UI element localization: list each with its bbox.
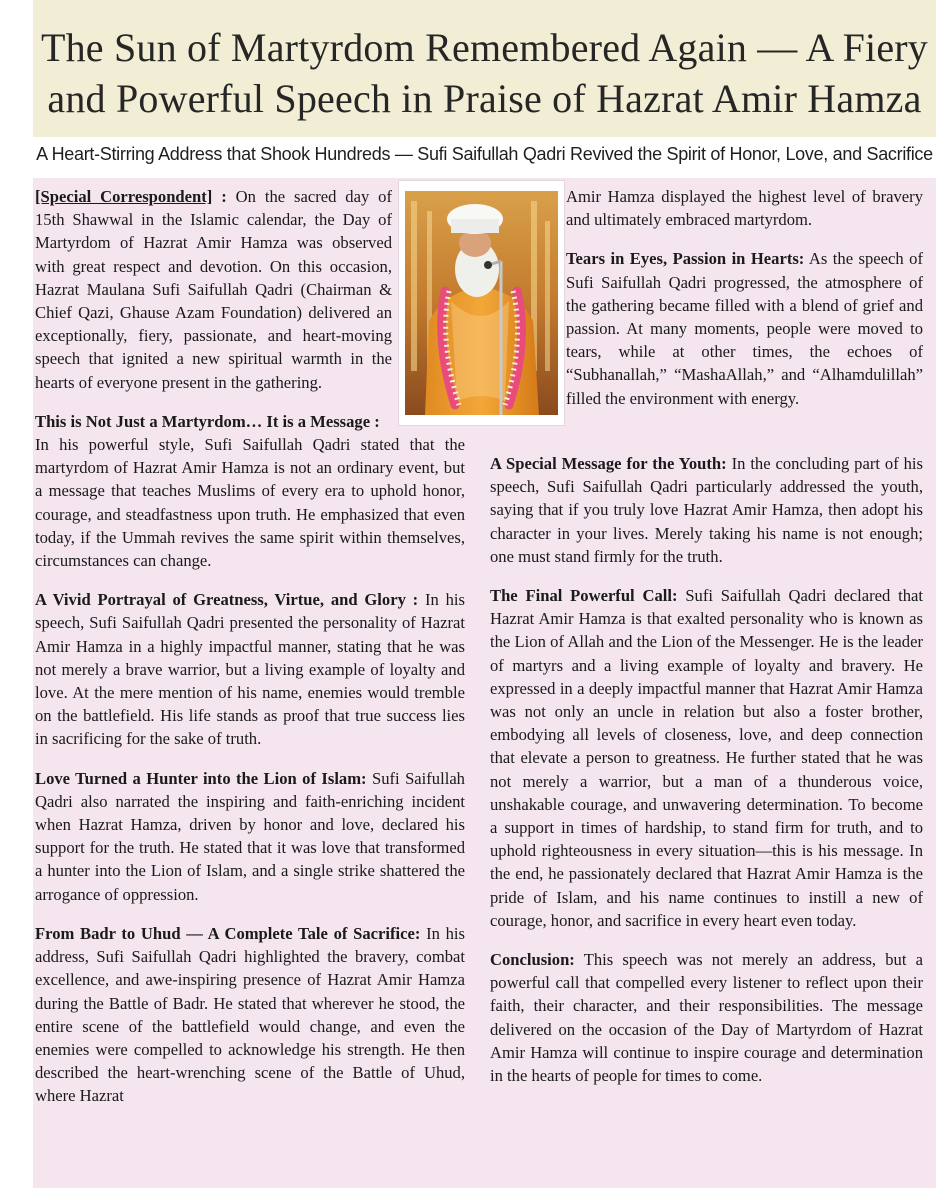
portrayal-heading: A Vivid Portrayal of Greatness, Virtue, and Glory : (35, 590, 419, 610)
speaker-photo-icon (405, 191, 558, 415)
intro-separator: : (212, 187, 236, 206)
final-call-text: Sufi Saifullah Qadri declared that Hazrat Amir Hamza is that exalted personality who is known as the Lion of Allah and the Lion of the Messenger. He is the leader of martyrs and a living example of loyalty and bravery. He expressed in a deeply impactful manner that Hazrat Amir Hamza was not only an uncle in relation but also a foster brother, embodying all levels of closeness, love, and deep connection that elevate a person to greatness. He further stated that he was not merely a warrior, but a man of a thunderous voice, unshakable courage, and unwavering determination. To become a support in times of hardship, to stand firm for truth, and to uphold righteousness in every situation—this is his message. In the end, he passionately declared that Hazrat Amir Hamza is the pride of Islam, and his name continues to instill a new of courage, honor, and sacrifice in every heart even today. (490, 586, 923, 930)
badr-heading: From Badr to Uhud — A Complete Tale of Sacrifice: (35, 923, 421, 943)
article-page (33, 0, 936, 1200)
message-heading: This is Not Just a Martyrdom… It is a Message : (35, 411, 380, 431)
portrayal-paragraph (35, 588, 465, 750)
final-call-paragraph (490, 584, 923, 932)
badr-paragraph (35, 922, 465, 1108)
conclusion-text: This speech was not merely an address, but a powerful call that compelled every listener to reflect upon their faith, their character, and their responsibilities. The message delivered on the occasion of the Day of Martyrdom of Hazrat Amir Hamza will continue to inspire courage and determination in the hearts of people for times to come. (490, 950, 923, 1086)
article-title (33, 22, 936, 124)
final-call-heading: The Final Powerful Call: (490, 586, 678, 606)
intro-paragraph (35, 185, 392, 394)
title-line-1: The Sun of Martyrdom Remembered Again — A Fiery (40, 25, 929, 70)
hunter-paragraph (35, 767, 465, 906)
youth-text: In the concluding part of his speech, Sufi Saifullah Qadri particularly addressed the youth, saying that if you truly love Hazrat Amir Hamza, then adopt his character in your lives. Merely taking his name is not enough; one must stand firmly for the truth. (490, 454, 924, 566)
badr-text: In his address, Sufi Saifullah Qadri highlighted the bravery, combat excellence, and awe-inspiring presence of Hazrat Amir Hamza during the Battle of Badr. He stated that wherever he stood, the entire scene of the battlefield would change, and even the enemies were compelled to acknowledge his strength. He then described the heart-wrenching scene of the Battle of Uhud, where Hazrat (35, 923, 465, 1106)
badr-continuation: Amir Hamza displayed the highest level of bravery and ultimately embraced martyrdom. (566, 187, 923, 230)
right-column-top (566, 185, 923, 426)
message-paragraph (35, 410, 465, 572)
tears-heading: Tears in Eyes, Passion in Hearts: (566, 249, 805, 269)
portrayal-text: In his speech, Sufi Saifullah Qadri presented the personality of Hazrat Amir Hamza in a highly impactful manner, stating that he was not merely a brave warrior, but a living example of loyalty and love. At the mere mention of his name, enemies would tremble on the battlefield. His life stands as proof that true success lies in sacrificing for the sake of truth. (35, 590, 466, 749)
youth-heading: A Special Message for the Youth: (490, 454, 727, 473)
tears-paragraph (566, 247, 923, 409)
article-subtitle: A Heart-Stirring Address that Shook Hundreds — Sufi Saifullah Qadri Revived the Spirit of Honor, Love, and Sacrifice (36, 144, 933, 164)
right-column (490, 452, 923, 1103)
hunter-heading: Love Turned a Hunter into the Lion of Islam: (35, 768, 367, 788)
conclusion-heading: Conclusion: (490, 950, 575, 970)
conclusion-paragraph (490, 948, 923, 1087)
tears-text: As the speech of Sufi Saifullah Qadri progressed, the atmosphere of the gathering became filled with a blend of grief and passion. At many moments, people were moved to tears, while at other times, the echoes of “Subhanallah,” “MashaAllah,” and “Alhamdulillah” filled the environment with energy. (566, 249, 923, 408)
speaker-photo (398, 180, 565, 426)
youth-paragraph (490, 452, 923, 568)
title-line-2: and Powerful Speech in Praise of Hazrat Amir Hamza (47, 76, 922, 121)
message-text: In his powerful style, Sufi Saifullah Qadri stated that the martyrdom of Hazrat Amir Hamza is not an ordinary event, but a message that teaches Muslims of every era to uphold honor, courage, and steadfastness upon truth. He emphasized that even today, if the Ummah revives the same spirit within themselves, circumstances can change. (35, 435, 465, 571)
intro-text: On the sacred day of 15th Shawwal in the Islamic calendar, the Day of Martyrdom of Hazrat Amir Hamza was observed with great respect and devotion. On this occasion, Hazrat Maulana Sufi Saifullah Qadri (Chairman & Chief Qazi, Ghause Azam Foundation) delivered an exceptionally, fiery, passionate, and heart-moving speech that ignited a new spiritual warmth in the hearts of everyone present in the gathering. (35, 187, 392, 392)
hunter-text: Sufi Saifullah Qadri also narrated the inspiring and faith-enriching incident when Hazrat Hamza, driven by honor and love, declared his support for the truth. He stated that it was love that transformed a hunter into the Lion of Islam, and a single strike shattered the arrogance of oppression. (35, 768, 465, 904)
correspondent-label: [Special Correspondent] (35, 187, 213, 206)
